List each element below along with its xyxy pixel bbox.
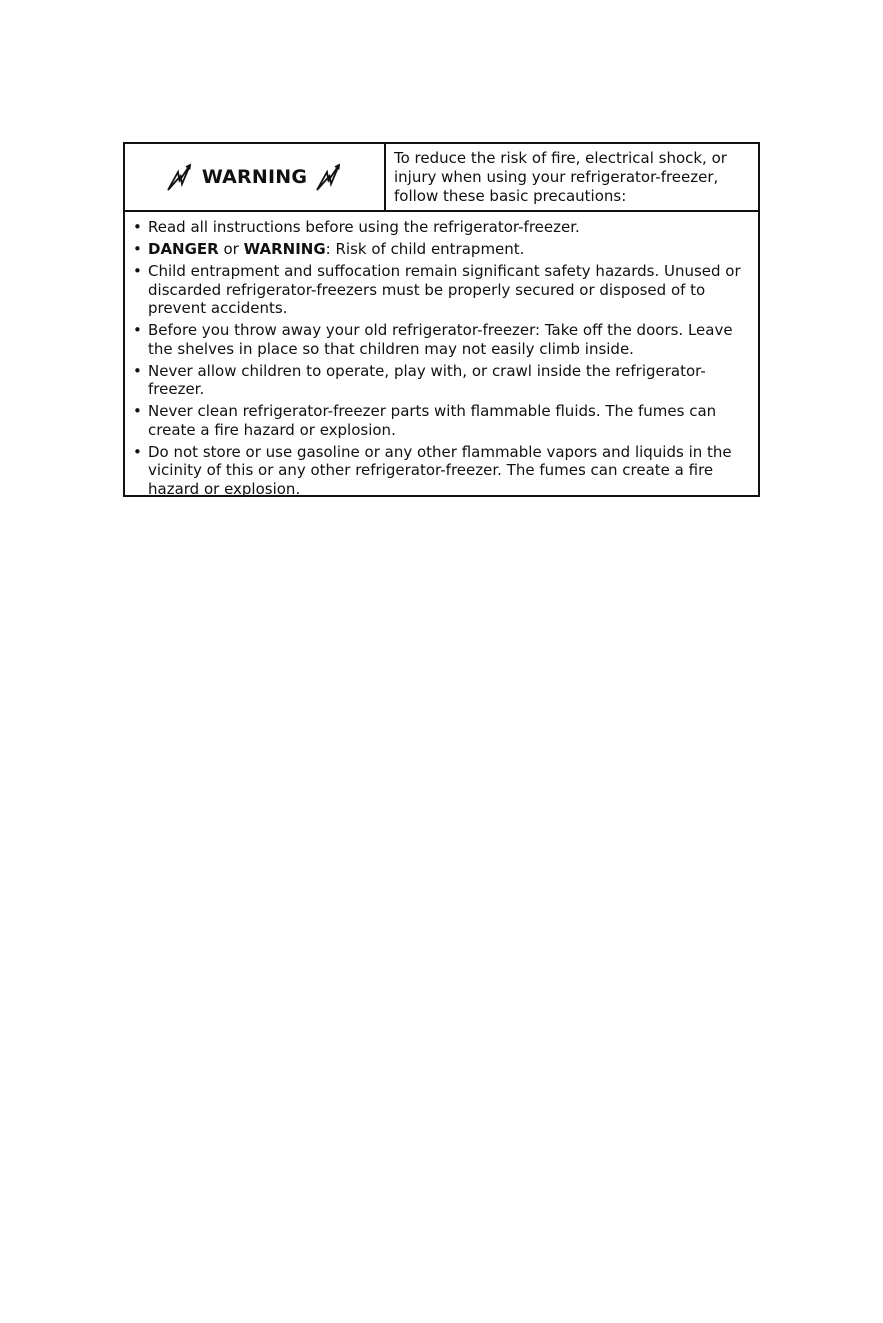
list-item: • DANGER or WARNING: Risk of child entrapment.: [133, 240, 750, 259]
electric-hazard-icon: [164, 161, 196, 193]
list-item: • Read all instructions before using the refrigerator-freezer.: [133, 218, 750, 237]
warning-box: [123, 142, 760, 497]
list-item: • Never allow children to operate, play with, or crawl inside the refrigerator-freezer.: [133, 362, 750, 399]
list-item: • Before you throw away your old refrigerator-freezer: Take off the doors. Leave the shelves in place so that children may not easily climb inside.: [133, 321, 750, 358]
danger-signal-word: DANGER: [148, 240, 219, 258]
warning-label-cell: [125, 144, 386, 210]
list-item: • Do not store or use gasoline or any other flammable vapors and liquids in the vicinity of this or any other refrigerator-freezer. The fumes can create a fire hazard or explosion.: [133, 443, 750, 499]
warning-signal-word: WARNING: [243, 240, 326, 258]
list-item: • Never clean refrigerator-freezer parts with flammable fluids. The fumes can create a fire hazard or explosion.: [133, 402, 750, 439]
electric-hazard-icon: [313, 161, 345, 193]
warning-header: [125, 144, 758, 212]
warning-title: WARNING: [201, 166, 308, 188]
precaution-list: [133, 218, 750, 498]
warning-body: [125, 212, 758, 498]
list-item: • Child entrapment and suffocation remain significant safety hazards. Unused or discarded refrigerator-freezers must be properly secured or disposed of to prevent accidents.: [133, 262, 750, 318]
warning-intro: To reduce the risk of fire, electrical shock, or injury when using your refrigerator-freezer, follow these basic precautions:: [394, 149, 727, 205]
